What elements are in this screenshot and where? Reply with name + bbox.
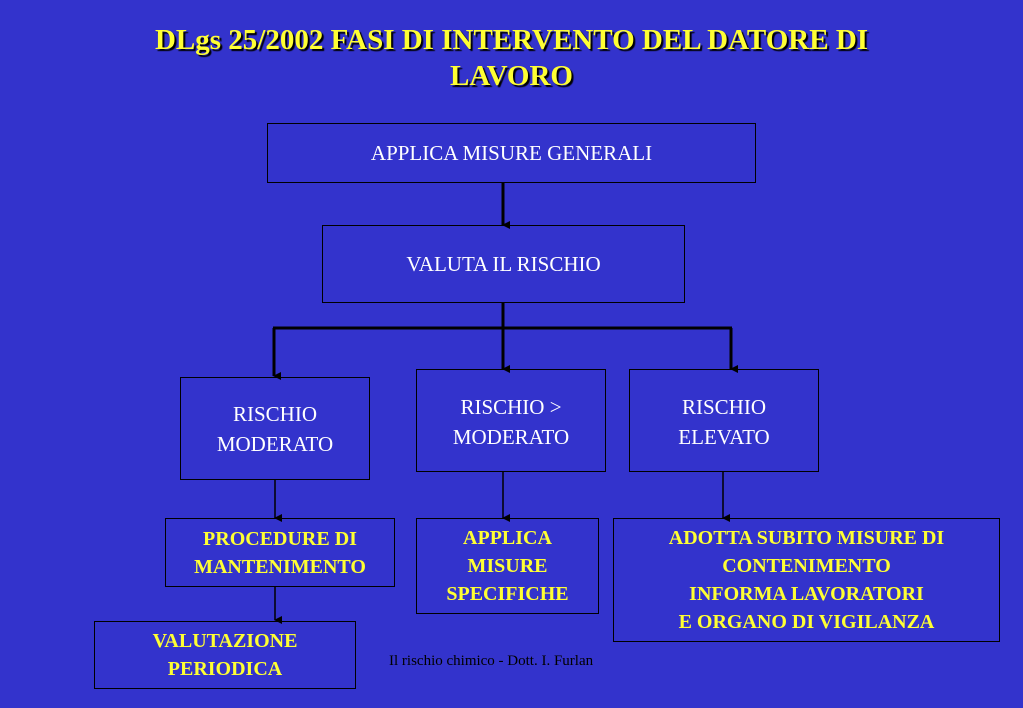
node-valutazione-periodica: VALUTAZIONE PERIODICA — [94, 621, 356, 689]
page-title: DLgs 25/2002 FASI DI INTERVENTO DEL DATORE DI LAVORO — [154, 24, 869, 92]
node-rischio-elevato: RISCHIO ELEVATO — [629, 369, 819, 472]
node-valuta-rischio: VALUTA IL RISCHIO — [322, 225, 685, 303]
node-rischio-maggiore-moderato: RISCHIO > MODERATO — [416, 369, 606, 472]
node-applica-misure-specifiche: APPLICA MISURE SPECIFICHE — [416, 518, 599, 614]
node-applica-misure-generali: APPLICA MISURE GENERALI — [267, 123, 756, 183]
footer-credit: Il rischio chimico - Dott. I. Furlan — [389, 653, 594, 669]
node-rischio-moderato: RISCHIO MODERATO — [180, 377, 370, 480]
node-procedure-mantenimento: PROCEDURE DI MANTENIMENTO — [165, 518, 395, 587]
node-adotta-misure-contenimento: ADOTTA SUBITO MISURE DI CONTENIMENTO INFORMA LAVORATORI E ORGANO DI VIGILANZA — [613, 518, 1000, 642]
